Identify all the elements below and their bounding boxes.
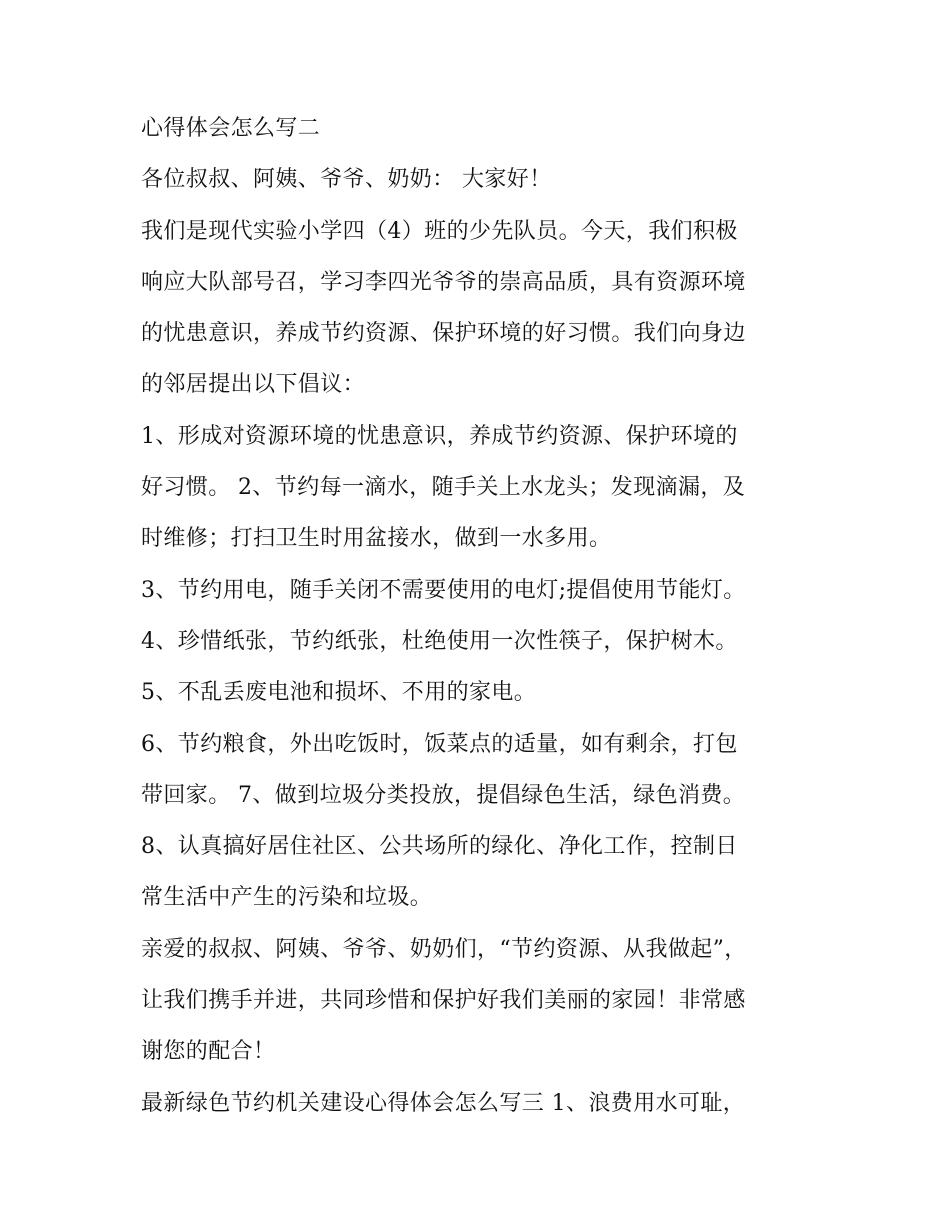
list-item-line: 好习惯。 2、节约每一滴水，随手关上水龙头；发现滴漏，及 [141, 475, 746, 501]
greeting-line: 各位叔叔、阿姨、爷爷、奶奶： 大家好！ [141, 167, 552, 193]
list-item-line: 6、节约粮食，外出吃饭时，饭菜点的适量，如有剩余，打包 [141, 731, 738, 757]
document-page [141, 108, 821, 1134]
text-line: 我们是现代实验小学四（4）班的少先队员。今天，我们积极 [141, 218, 738, 244]
list-item-line: 带回家。 7、做到垃圾分类投放，提倡绿色生活，绿色消费。 [141, 782, 746, 808]
closing-line: 让我们携手并进，共同珍惜和保护好我们美丽的家园！非常感 [141, 988, 746, 1014]
list-item-line: 4、珍惜纸张，节约纸张，杜绝使用一次性筷子，保护树木。 [141, 628, 738, 654]
list-item-line: 常生活中产生的污染和垃圾。 [141, 885, 433, 911]
closing-line: 亲爱的叔叔、阿姨、爷爷、奶奶们，“节约资源、从我做起”， [141, 936, 747, 962]
list-item-line: 时维修；打扫卫生时用盆接水，做到一水多用。 [141, 526, 612, 552]
text-line: 的邻居提出以下倡议： [141, 372, 366, 398]
list-item-line: 5、不乱丢废电池和损坏、不用的家电。 [141, 680, 537, 706]
list-item-line: 3、节约用电，随手关闭不需要使用的电灯;提倡使用节能灯。 [141, 577, 746, 603]
closing-line: 谢您的配合！ [141, 1039, 276, 1065]
text-line: 响应大队部号召，学习李四光爷爷的崇高品质，具有资源环境 [141, 269, 746, 295]
document-title: 心得体会怎么写二 [141, 116, 321, 141]
next-section-line: 最新绿色节约机关建设心得体会怎么写三 1、浪费用水可耻， [141, 1090, 746, 1116]
list-item-line: 1、形成对资源环境的忧患意识，养成节约资源、保护环境的 [141, 423, 738, 449]
text-line: 的忧患意识，养成节约资源、保护环境的好习惯。我们向身边 [141, 321, 746, 347]
list-item-line: 8、认真搞好居住社区、公共场所的绿化、净化工作，控制日 [141, 834, 738, 860]
